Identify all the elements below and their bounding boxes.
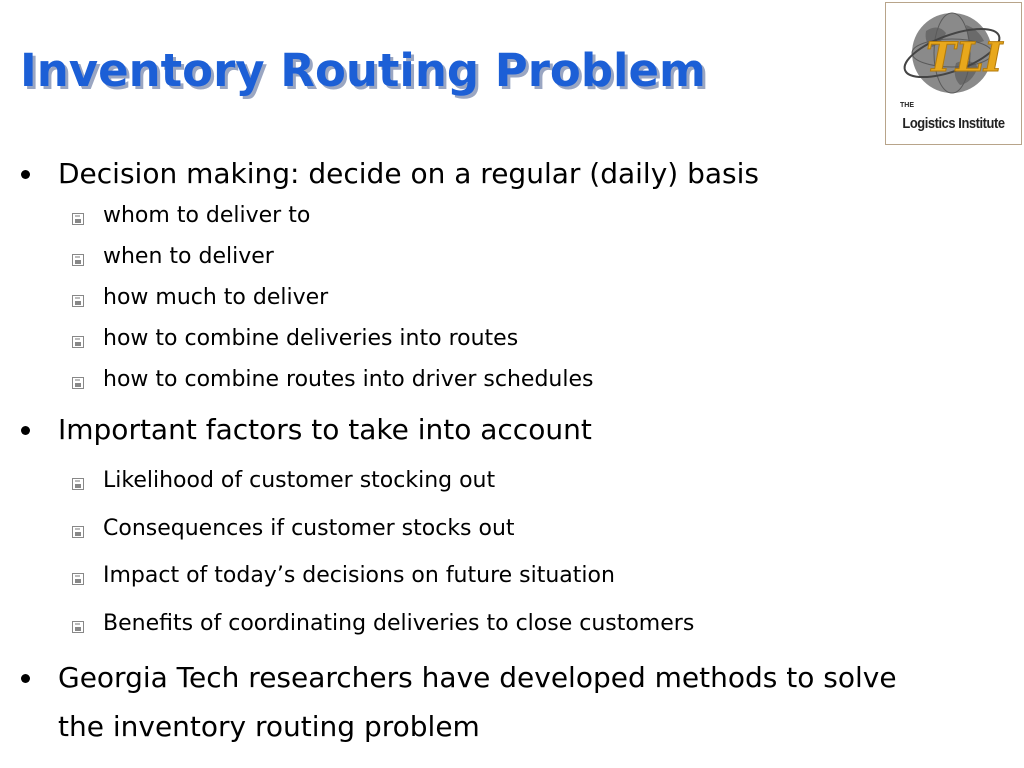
bullet-item	[58, 150, 759, 198]
sub-bullet-icon	[72, 254, 84, 266]
sub-bullet-icon	[72, 377, 84, 389]
bullet-text-line2: the inventory routing problem	[58, 710, 480, 743]
bullet-text: Important factors to take into account	[58, 413, 592, 446]
sub-bullet-text: how to combine deliveries into routes	[103, 326, 519, 351]
sub-bullet-icon	[72, 526, 84, 538]
bullet-text: Decision making: decide on a regular (daily) basis	[58, 157, 759, 190]
bullet-dot-icon	[21, 426, 30, 435]
sub-bullet-icon	[72, 336, 84, 348]
sub-bullet-icon	[72, 478, 84, 490]
bullet-text-line1: Georgia Tech researchers have developed methods to solve	[58, 661, 897, 694]
sub-bullet-text: Impact of today’s decisions on future situation	[103, 563, 615, 588]
sub-bullet-text: whom to deliver to	[103, 203, 311, 228]
sub-bullet-icon	[72, 621, 84, 633]
sub-bullet-icon	[72, 295, 84, 307]
bullet-item	[58, 654, 897, 702]
bullet-dot-icon	[21, 674, 30, 683]
sub-bullet-item	[103, 202, 310, 230]
bullet-dot-icon	[21, 170, 30, 179]
bullet-continuation	[58, 703, 480, 751]
svg-text:TLI: TLI	[926, 34, 1003, 81]
slide-title: Inventory Routing Problem	[20, 44, 706, 97]
sub-bullet-text: Benefits of coordinating deliveries to close customers	[103, 611, 695, 636]
logo-name: Logistics Institute	[902, 115, 1005, 132]
logo-small-text: THE	[900, 102, 914, 109]
sub-bullet-item	[103, 366, 594, 394]
sub-bullet-item	[103, 562, 615, 590]
sub-bullet-item	[103, 610, 694, 638]
sub-bullet-item	[103, 325, 518, 353]
bullet-item	[58, 406, 592, 454]
sub-bullet-item	[103, 467, 495, 495]
sub-bullet-text: Consequences if customer stocks out	[103, 516, 515, 541]
sub-bullet-item	[103, 243, 274, 271]
sub-bullet-item	[103, 284, 328, 312]
sub-bullet-text: how much to deliver	[103, 285, 329, 310]
sub-bullet-text: Likelihood of customer stocking out	[103, 468, 496, 493]
sub-bullet-text: when to deliver	[103, 244, 274, 269]
sub-bullet-icon	[72, 213, 84, 225]
sub-bullet-text: how to combine routes into driver schedules	[103, 367, 594, 392]
sub-bullet-item	[103, 515, 515, 543]
sub-bullet-icon	[72, 573, 84, 585]
